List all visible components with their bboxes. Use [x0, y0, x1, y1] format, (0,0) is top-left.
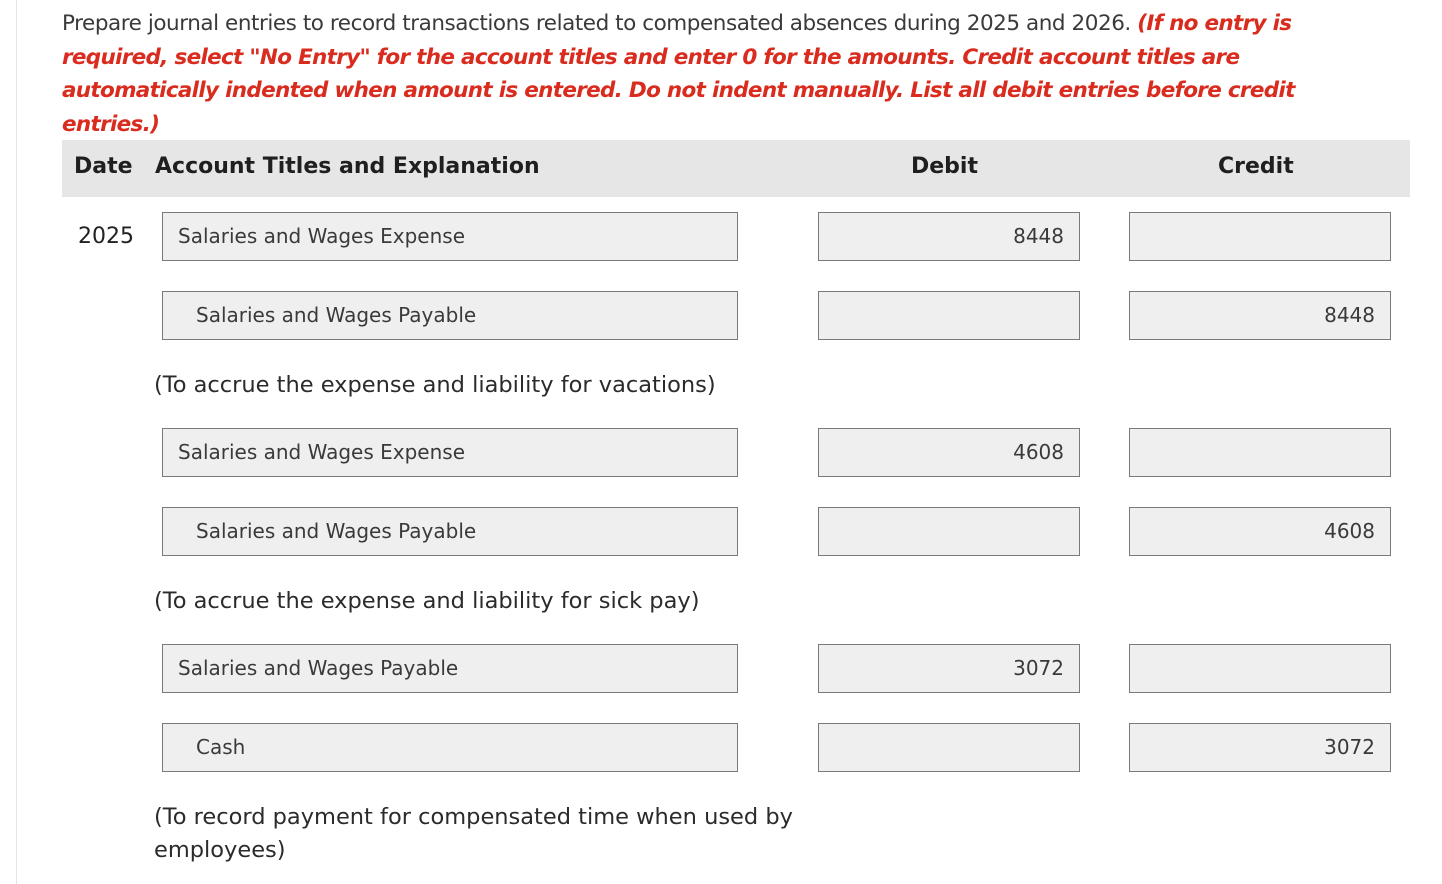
account-title-field[interactable]: Cash — [162, 723, 738, 772]
debit-amount-field[interactable]: 3072 — [818, 644, 1080, 693]
account-title-field[interactable]: Salaries and Wages Payable — [162, 644, 738, 693]
credit-amount-field[interactable] — [1129, 428, 1391, 477]
instructions-main: Prepare journal entries to record transactions related to compensated absences during 2025 and 2026. — [62, 11, 1131, 36]
credit-amount-field[interactable]: 8448 — [1129, 291, 1391, 340]
journal-table-header — [62, 140, 1410, 197]
date-header: Date — [74, 154, 133, 179]
entry-date: 2025 — [78, 224, 134, 249]
account-header: Account Titles and Explanation — [155, 154, 540, 179]
credit-amount-field[interactable]: 3072 — [1129, 723, 1391, 772]
credit-header: Credit — [1218, 154, 1294, 179]
debit-amount-field[interactable] — [818, 723, 1080, 772]
page-left-border — [16, 0, 17, 884]
credit-amount-field[interactable] — [1129, 212, 1391, 261]
debit-header: Debit — [911, 154, 978, 179]
debit-amount-field[interactable] — [818, 507, 1080, 556]
debit-amount-field[interactable] — [818, 291, 1080, 340]
account-title-field[interactable]: Salaries and Wages Payable — [162, 291, 738, 340]
entry-explanation: (To accrue the expense and liability for vacations) — [154, 372, 716, 398]
credit-amount-field[interactable]: 4608 — [1129, 507, 1391, 556]
credit-amount-field[interactable] — [1129, 644, 1391, 693]
debit-amount-field[interactable]: 4608 — [818, 428, 1080, 477]
account-title-field[interactable]: Salaries and Wages Payable — [162, 507, 738, 556]
instructions-note: (If no entry is required, select "No Entry" for the account titles and enter 0 for the amounts. Credit account titles are automatically indented when amount is entered. Do not indent manually. List all debit entries before credit entries.) — [62, 11, 1295, 137]
account-title-field[interactable]: Salaries and Wages Expense — [162, 428, 738, 477]
account-title-field[interactable]: Salaries and Wages Expense — [162, 212, 738, 261]
debit-amount-field[interactable]: 8448 — [818, 212, 1080, 261]
instructions — [62, 7, 1382, 141]
entry-explanation: (To record payment for compensated time when used by employees) — [154, 804, 793, 863]
entry-explanation: (To accrue the expense and liability for sick pay) — [154, 588, 700, 614]
